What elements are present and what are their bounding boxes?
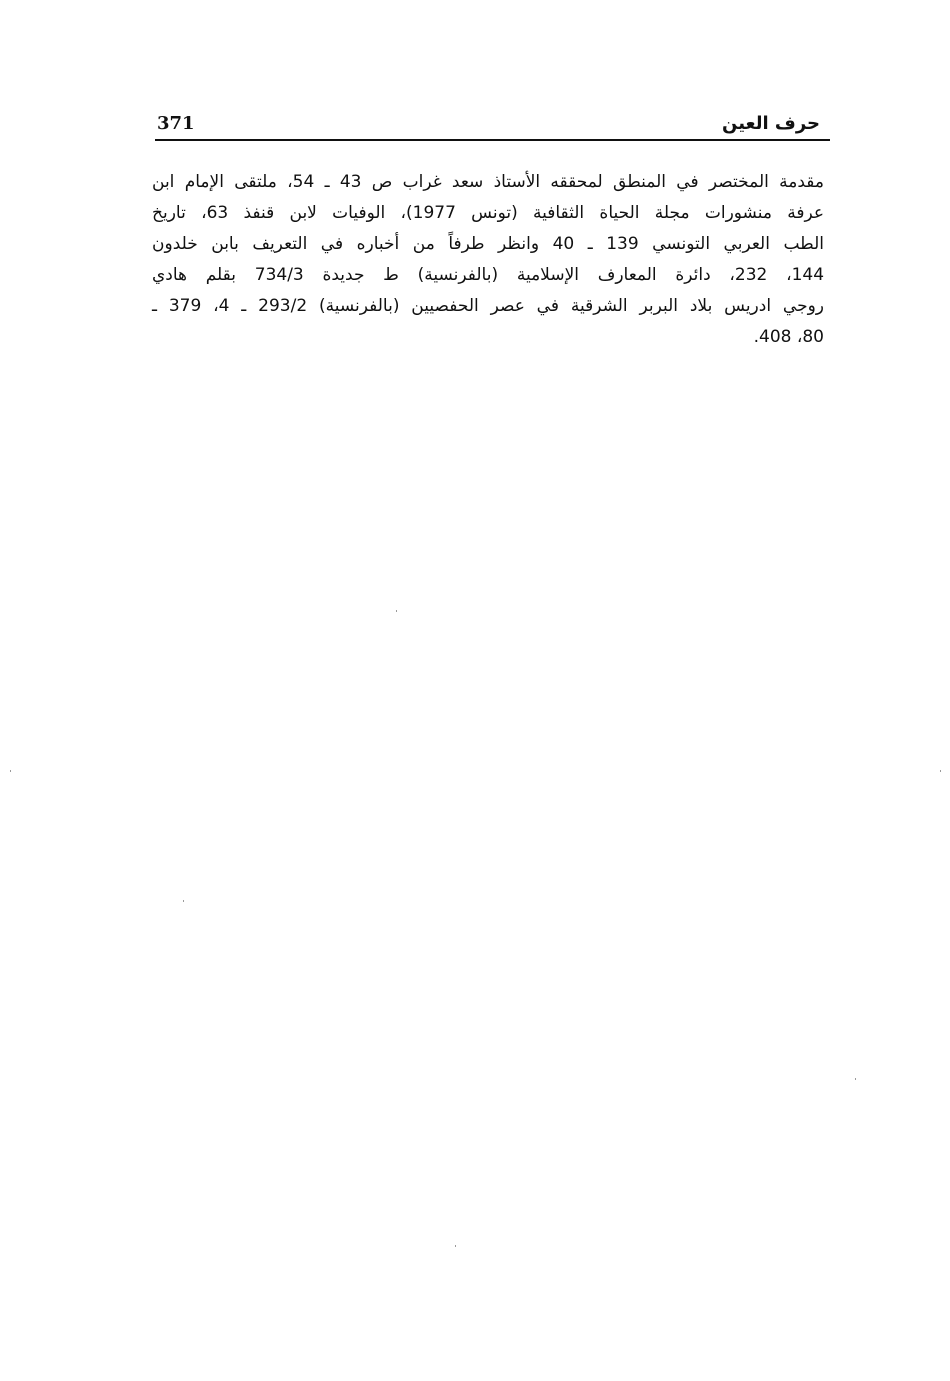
page-number: 371 [157,113,195,134]
scan-speck [183,900,184,902]
text-line-5: روجي ادريس بلاد البربر الشرقية في عصر الحفصيين (بالفرنسية) 293/2 ـ 4، 379 ـ [152,296,825,316]
scan-speck [10,770,11,772]
text-line-2: عرفة منشورات مجلة الحياة الثقافية (تونس 1977)، الوفيات لابن قنفذ 63، تاريخ [152,203,824,223]
running-header [157,112,820,142]
body-paragraph [152,167,824,353]
scan-speck [855,1078,856,1080]
scan-speck [455,1245,456,1247]
chapter-title: حرف العين [722,113,820,134]
text-line-3: الطب العربي التونسي 139 ـ 40 وانظر طرفاً من أخباره في التعريف بابن خلدون [152,234,824,254]
text-line-6: 80، 408. [753,327,824,347]
scan-speck [940,770,941,772]
text-line-4: 144، 232، دائرة المعارف الإسلامية (بالفرنسية) ط جديدة 734/3 بقلم هادي [152,265,825,285]
text-line-1: مقدمة المختصر في المنطق لمحققه الأستاذ سعد غراب ص 43 ـ 54، ملتقى الإمام ابن [152,172,824,192]
header-rule [155,139,830,141]
scan-speck [396,610,397,612]
